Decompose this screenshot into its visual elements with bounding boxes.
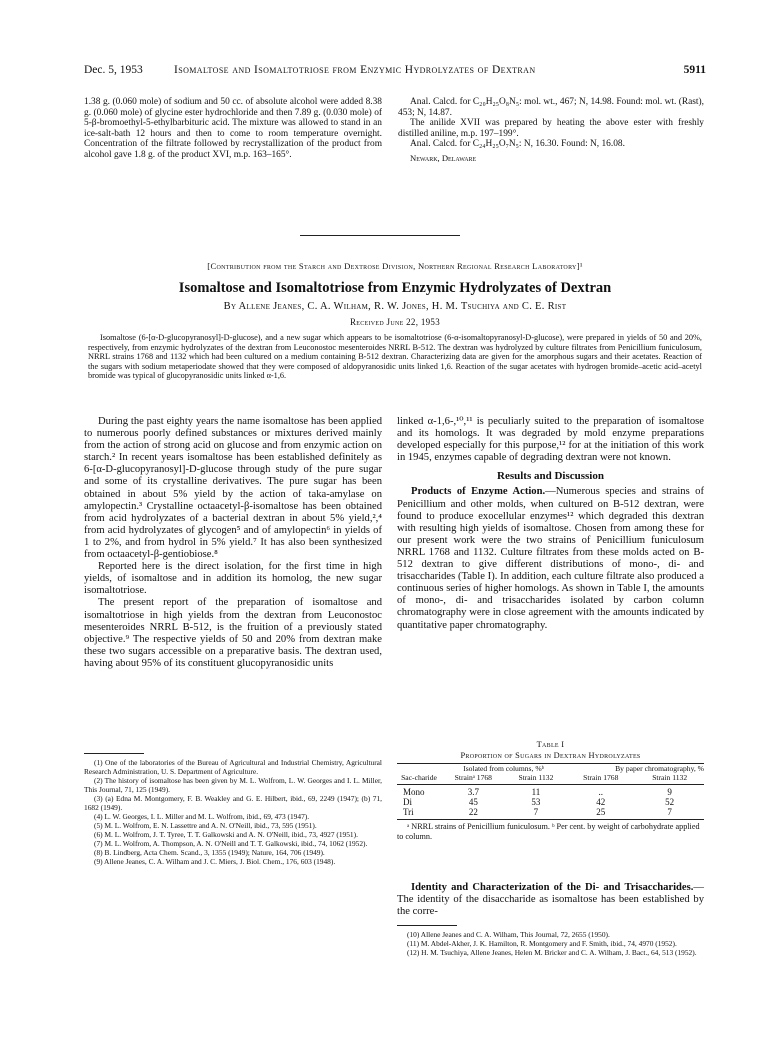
table-caption: Proportion of Sugars in Dextran Hydrolyzates <box>460 751 641 760</box>
table-cell: .. <box>598 787 604 798</box>
right-footnotes <box>397 930 704 957</box>
header-page-number: 5911 <box>683 64 706 76</box>
table-cell: 45 <box>468 797 478 808</box>
table-header-col4: Strain 1132 <box>652 772 688 782</box>
table-bottom-rule <box>397 819 704 820</box>
table-cell: Tri <box>403 807 414 818</box>
table-cell: 22 <box>468 807 478 818</box>
table-cell: 3.7 <box>467 787 479 798</box>
table-row <box>397 807 704 817</box>
products-paragraph <box>397 486 704 631</box>
identity-text: —The identity of the disaccharide as isomaltose has been established by the corre- <box>397 882 704 918</box>
body-paragraph: During the past eighty years the name isomaltose has been applied to numerous poorly defined substances or mixtures derived mainly from the action of strong acid on glucose and from enzymic action on starch.² In recent years isomaltose has been established definitely as 6-[α-D-glucopyranosyl]-D-glucose through study of the pure sugar and some of its crystalline derivatives. The pure sugar has been obtained in about 5% yield by the action of taka-amylase on amylopectin.³ Crystalline octaacetyl-β-isomaltose has been obtained from acid hydrolyzates of a bacterial dextran in about 5% yield,²,⁴ from acid hydrolyzates of glycogen⁵ and of amylopectin⁶ in yields of 1 to 2%, and from hydrol in 5% yield.⁷ It has also been synthesized from octaacetyl-β-gentiobiose.⁸ <box>84 416 382 561</box>
identity-paragraph <box>397 882 704 918</box>
section-heading-results: Results and Discussion <box>497 470 604 483</box>
table-cell: 11 <box>531 787 541 798</box>
article-separator <box>300 235 460 236</box>
body-paragraph-continued: linked α-1,6-,¹⁰,¹¹ is peculiarly suited to the preparation of isomaltose and its homologs. It was degraded by mold enzyme preparations developed especially for this purpose,¹² for at the initiation of this work in 1945, enzymes capable of degrading dextran were not known. <box>397 416 704 464</box>
table-1 <box>397 740 704 841</box>
table-cell: Di <box>403 797 412 808</box>
table-header-saccharide: Sac-charide <box>401 772 437 782</box>
footnote: (3) (a) Edna M. Montgomery, F. B. Weakley and G. E. Hilbert, ibid., 69, 2249 (1947); (b) 71, 1682 (1949). <box>84 794 382 812</box>
anilide-paragraph: The anilide XVII was prepared by heating the above ester with freshly distilled aniline, m.p. 197–199°. <box>398 118 704 139</box>
table-cell: 25 <box>596 807 606 818</box>
footnote-rule <box>84 753 144 754</box>
footnote-rule <box>397 925 457 926</box>
table-label: Table I <box>536 740 565 749</box>
footnote: (10) Allene Jeanes and C. A. Wilham, This Journal, 72, 2655 (1950). <box>407 930 610 939</box>
previous-article-right <box>398 97 704 164</box>
header-date: Dec. 5, 1953 <box>84 64 143 76</box>
left-footnotes <box>84 758 382 866</box>
table-cell: 53 <box>531 797 541 808</box>
table-header-col3: Strain 1768 <box>583 772 619 782</box>
left-column-body <box>84 416 382 670</box>
analysis-paragraph-1: Anal. Calcd. for C₂₀H₂₅O₈N₅: mol. wt., 467; N, 14.98. Found: mol. wt. (Rast), 453; N, 14.87. <box>398 97 704 118</box>
products-subheading: Products of Enzyme Action. <box>411 486 546 498</box>
table-cell: 7 <box>533 807 539 818</box>
table-header-col2: Strain 1132 <box>518 772 554 782</box>
contribution-line: [Contribution from the Starch and Dextrose Division, Northern Regional Research Laboratory]¹ <box>207 261 583 271</box>
table-cell: Mono <box>403 787 425 798</box>
footnote: (2) The history of isomaltose has been given by M. L. Wolfrom, L. W. Georges and I. L. Miller, This Journal, 71, 125 (1949). <box>84 776 382 794</box>
analysis-paragraph-2: Anal. Calcd. for C₂₄H₂₅O₇N₅: N, 16.30. Found: N, 16.08. <box>410 139 625 150</box>
header-running-title: Isomaltose and Isomaltotriose from Enzymic Hydrolyzates of Dextran <box>174 64 536 76</box>
article-authors: By Allene Jeanes, C. A. Wilham, R. W. Jones, H. M. Tsuchiya and C. E. Rist <box>223 301 567 312</box>
footnote: (12) H. M. Tsuchiya, Allene Jeanes, Helen M. Bricker and C. A. Wilham, J. Bact., 64, 513 (1952). <box>407 948 697 957</box>
table-cell: 9 <box>667 787 672 798</box>
right-column-body <box>397 416 704 632</box>
table-cell: 52 <box>665 797 675 808</box>
table-header-col1: Strainᵃ 1768 <box>454 772 492 782</box>
table-group-header-columns: Isolated from columns, %ᵇ <box>463 764 544 773</box>
footnote: (8) B. Lindberg, Acta Chem. Scand., 3, 1355 (1949); Nature, 164, 706 (1949). <box>94 848 325 857</box>
footnote: (6) M. L. Wolfrom, J. T. Tyree, T. T. Galkowski and A. N. O'Neill, ibid., 73, 4927 (1951). <box>94 830 358 839</box>
footnote: (4) L. W. Georges, I. L. Miller and M. L. Wolfrom, ibid., 69, 473 (1947). <box>94 812 310 821</box>
previous-article-paragraph: 1.38 g. (0.060 mole) of sodium and 50 cc. of absolute alcohol were added 8.38 g. (0.060 mole) of glycine ester hydrochloride and then 7.89 g. (0.030 mole) of 5-β-bromoethyl-5-ethylbarbituric acid. The mixture was allowed to stand in an ice-salt-bath 12 hours and then to come to room temperature overnight. Concentration of the filtrate followed by recrystallization of the product from alcohol gave 1.8 g. of the product XVI, m.p. 163–165°. <box>84 97 382 160</box>
abstract: Isomaltose (6-[α-D-glucopyranosyl]-D-glucose), and a new sugar which appears to be isomaltotriose (6-α-isomaltopyranosyl-D-glucose), were prepared in yields of 50 and 20%, respectively, from enzymic hydrolyzates of the dextran from Leuconostoc mesenteroides NRRL B-512. The dextran was hydrolyzed by culture filtrates from Penicillium funiculosum, NRRL strains 1768 and 1132 which had been cultured on a medium containing B-512 dextran. Characterizing data are given for the amorphous sugars and their acetates. Reaction of the sugars with sodium metaperiodate showed that they were composed of aldopyranosidic units linked 1,6. Reaction of the sugar acetates with hydrogen bromide–acetic acid–acetyl bromide was typical of glucopyranosidic units linked α-1,6. <box>88 333 702 381</box>
table-row <box>397 797 704 807</box>
table-row <box>397 787 704 797</box>
previous-article-left <box>84 97 382 161</box>
identity-section <box>397 882 704 918</box>
previous-location: Newark, Delaware <box>410 152 477 163</box>
footnote: (1) One of the laboratories of the Bureau of Agricultural and Industrial Chemistry, Agricultural Research Administration, U. S. Department of Agriculture. <box>84 758 382 776</box>
table-note: ᵃ NRRL strains of Penicillium funiculosum. ᵇ Per cent. by weight of carbohydrate applied to column. <box>397 822 700 841</box>
table-cell: 7 <box>667 807 672 818</box>
footnote: (9) Allene Jeanes, C. A. Wilham and J. C. Miers, J. Biol. Chem., 176, 603 (1948). <box>94 857 336 866</box>
products-text: —Numerous species and strains of Penicillium and other molds, when cultured on B-512 dextran, were found to produce exocellular enzymes¹² which degraded this dextran with resulting high yields of isomaltose. Chosen from among these for our present work were the two strains of Penicillium funiculosum NRRL 1768 and 1132. Culture filtrates from these molds acted on B-512 dextran to give different distributions of mono-, di- and trisaccharides (Table I). In addition, each culture filtrate also produced a continuous series of higher homologs. As shown in Table I, the amounts of mono-, di- and trisaccharides isolated by carbon column chromatography were in close agreement with the amounts indicated by quantitative paper chromatography. <box>397 486 704 631</box>
table-grid <box>397 765 704 817</box>
footnote: (7) M. L. Wolfrom, A. Thompson, A. N. O'Neill and T. T. Galkowski, ibid., 74, 1062 (1952). <box>94 839 368 848</box>
table-header-rule <box>397 784 704 785</box>
body-paragraph: Reported here is the direct isolation, for the first time in high yields, of isomaltose and in addition its homolog, the new sugar isomaltotriose. <box>84 561 382 597</box>
table-cell: 42 <box>596 797 606 808</box>
identity-subheading: Identity and Characterization of the Di- and Trisaccharides. <box>411 882 694 893</box>
footnote: (5) M. L. Wolfrom, E. N. Lassettre and A. N. O'Neill, ibid., 73, 595 (1951). <box>94 821 317 830</box>
body-paragraph: The present report of the preparation of isomaltose and isomaltotriose in high yields from the dextran from Leuconostoc mesenteroides NRRL B-512, is the fruition of a previously stated objective.⁹ The respective yields of 50 and 20% from dextran make these two sugars accessible on a preparative basis. The dextran used, having about 95% of its constituent glucopyranosidic units <box>84 597 382 669</box>
footnote: (11) M. Abdel-Akher, J. K. Hamilton, R. Montgomery and F. Smith, ibid., 74, 4970 (1952). <box>407 939 677 948</box>
table-group-header-paper: By paper chromatography, % <box>615 764 704 773</box>
article-title: Isomaltose and Isomaltotriose from Enzymic Hydrolyzates of Dextran <box>178 280 612 296</box>
received-date: Received June 22, 1953 <box>349 317 441 327</box>
